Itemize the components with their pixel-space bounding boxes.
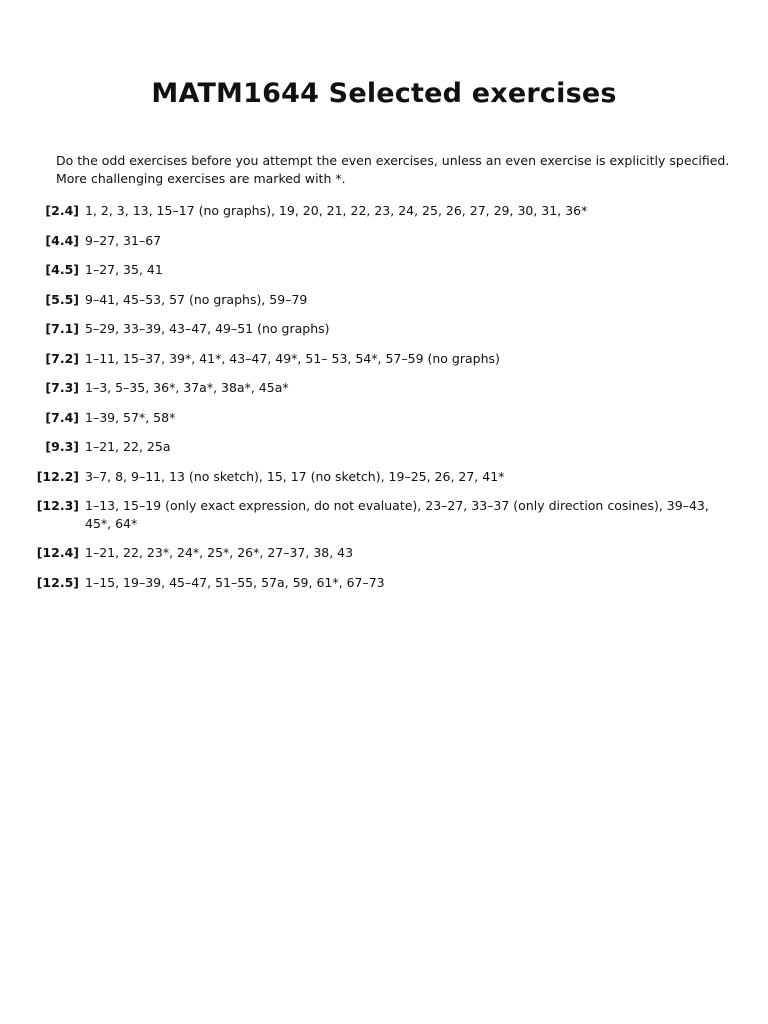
problem-list: 1–3, 5–35, 36*, 37a*, 38a*, 45a* xyxy=(85,380,289,395)
problem-list: 1–13, 15–19 (only exact expression, do not evaluate), 23–27, 33–37 (only direction cosines), 39–43, 45*, 64* xyxy=(85,498,709,531)
exercise-row xyxy=(0,350,768,368)
problem-list: 1–15, 19–39, 45–47, 51–55, 57a, 59, 61*, 67–73 xyxy=(85,574,385,590)
problem-list: 1–21, 22, 23*, 24*, 25*, 26*, 27–37, 38, 43 xyxy=(85,545,354,560)
section-label: [9.3] xyxy=(45,439,79,454)
section-label: [2.4] xyxy=(45,203,79,218)
exercise-row xyxy=(0,574,768,592)
exercise-row xyxy=(0,409,768,427)
page-title: MATM1644 Selected exercises xyxy=(151,78,617,109)
problem-list: 1–27, 35, 41 xyxy=(85,262,163,277)
section-label: [12.4] xyxy=(36,545,79,560)
section-label: [5.5] xyxy=(45,291,79,307)
exercise-row xyxy=(0,232,768,250)
problem-list: 5–29, 33–39, 43–47, 49–51 (no graphs) xyxy=(85,321,330,336)
exercise-row xyxy=(0,202,768,220)
section-label: [7.3] xyxy=(45,380,79,395)
instruction-line: More challenging exercises are marked with *. xyxy=(56,171,346,186)
section-label: [12.3] xyxy=(36,498,79,513)
exercise-row xyxy=(0,438,768,456)
section-label: [12.5] xyxy=(36,574,79,590)
problem-list: 1, 2, 3, 13, 15–17 (no graphs), 19, 20, 21, 22, 23, 24, 25, 26, 27, 29, 30, 31, 36* xyxy=(85,203,588,218)
exercise-row xyxy=(0,261,768,279)
section-label: [4.5] xyxy=(45,262,79,277)
problem-list: 1–21, 22, 25a xyxy=(85,439,171,454)
section-label: [7.4] xyxy=(45,409,79,425)
problem-list: 1–39, 57*, 58* xyxy=(85,409,176,425)
exercise-row xyxy=(0,497,768,532)
section-label: [7.1] xyxy=(45,321,79,336)
problem-list: 1–11, 15–37, 39*, 41*, 43–47, 49*, 51– 53, 54*, 57–59 (no graphs) xyxy=(85,350,500,366)
instruction-line: Do the odd exercises before you attempt the even exercises, unless an even exercise is explicitly specified. xyxy=(56,153,730,168)
exercise-row xyxy=(0,544,768,562)
problem-list: 3–7, 8, 9–11, 13 (no sketch), 15, 17 (no sketch), 19–25, 26, 27, 41* xyxy=(85,468,505,484)
section-label: [4.4] xyxy=(45,232,79,248)
problem-list: 9–41, 45–53, 57 (no graphs), 59–79 xyxy=(85,291,308,307)
exercise-row xyxy=(0,291,768,309)
instructions xyxy=(56,152,736,188)
problem-list: 9–27, 31–67 xyxy=(85,232,162,248)
section-label: [12.2] xyxy=(36,468,79,484)
exercise-row xyxy=(0,320,768,338)
exercise-row xyxy=(0,468,768,486)
exercise-list xyxy=(0,202,768,603)
section-label: [7.2] xyxy=(45,350,79,366)
exercise-row xyxy=(0,379,768,397)
